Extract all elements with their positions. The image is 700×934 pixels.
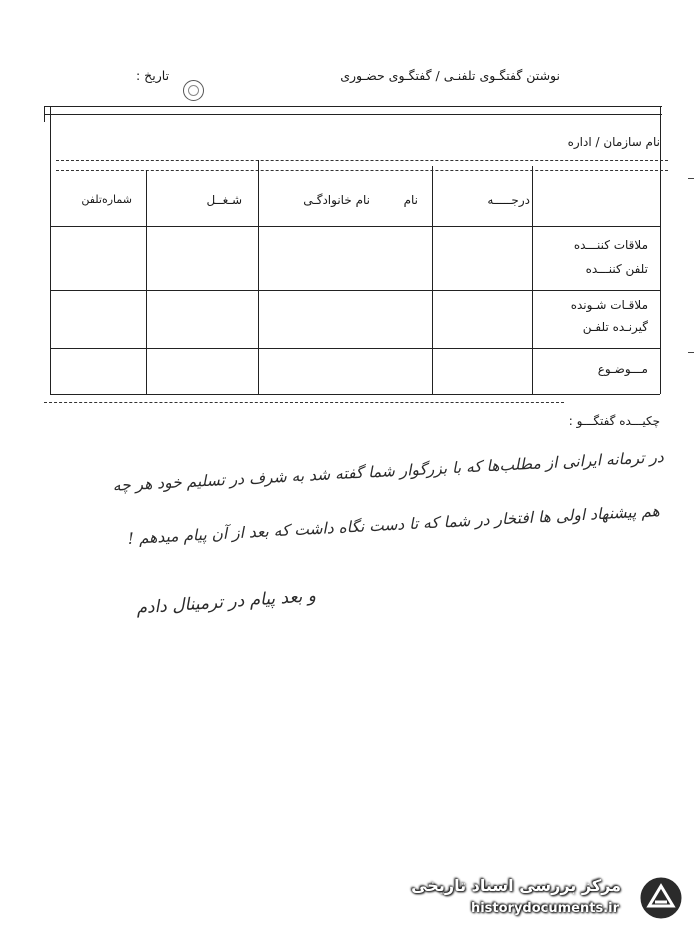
col-sep-2	[258, 160, 259, 394]
table-top-line	[44, 106, 662, 107]
row-label-subject: مـــوضـوع	[597, 362, 648, 376]
margin-tick	[688, 178, 694, 179]
org-separator	[56, 160, 668, 161]
archive-logo-icon	[635, 872, 687, 924]
col-header-last-name: نام خانوادگـی	[303, 193, 370, 207]
table-left-tail	[44, 106, 45, 122]
watermark	[408, 870, 693, 928]
col-header-phone: شماره‌تلفن	[81, 193, 132, 206]
row-label-caller: تلفن کننـــده	[585, 262, 648, 276]
column-header-top	[56, 170, 668, 171]
col-header-first-name: نام	[403, 193, 418, 207]
org-label: نام سازمان / اداره	[567, 135, 660, 149]
form-title: نوشتن گفتگـوی تلفنـی / گفتگـوی حضـوری	[340, 68, 560, 83]
table-left-border	[50, 106, 51, 394]
watermark-title: مرکز بررسی اسناد تاریخی	[411, 876, 621, 895]
margin-tick	[688, 352, 694, 353]
column-header-bottom	[50, 226, 660, 227]
col-sep-4	[532, 166, 533, 394]
row-label-visited: ملاقـات شـونده	[570, 298, 648, 312]
row-visitor-bottom	[50, 290, 660, 291]
row-visited-bottom	[50, 348, 660, 349]
table-top-line-2	[44, 114, 662, 115]
col-sep-3	[432, 166, 433, 394]
row-label-receiver: گیرنـده تلفـن	[582, 320, 648, 334]
table-bottom	[50, 394, 660, 395]
col-header-rank: درجـــــه	[487, 193, 530, 207]
watermark-url: historydocuments.ir	[470, 901, 619, 916]
table-right-border	[660, 106, 661, 394]
stamp-mark	[183, 80, 204, 101]
col-header-job: شـغــل	[206, 193, 242, 207]
date-label: تاریخ :	[136, 68, 170, 83]
handwriting-line-1: در ترمانه ایرانی از مطلب‌ها که با بزرگوار شما گفته شد به شرف در تسلیم خود هر چه	[112, 448, 665, 495]
row-label-visitor: ملاقات کننـــده	[573, 238, 648, 252]
handwriting-line-2: هم پیشنهاد اولی ها افتخار در شما که تا دست نگاه داشت که بعد از آن پیام میدهم !	[127, 502, 661, 548]
handwriting-line-3: و بعد پیام در ترمینال دادم	[135, 586, 317, 619]
col-sep-1	[146, 170, 147, 394]
table-bottom-dash	[44, 402, 564, 403]
summary-label: چکیـــده گفتگـــو :	[568, 414, 660, 428]
